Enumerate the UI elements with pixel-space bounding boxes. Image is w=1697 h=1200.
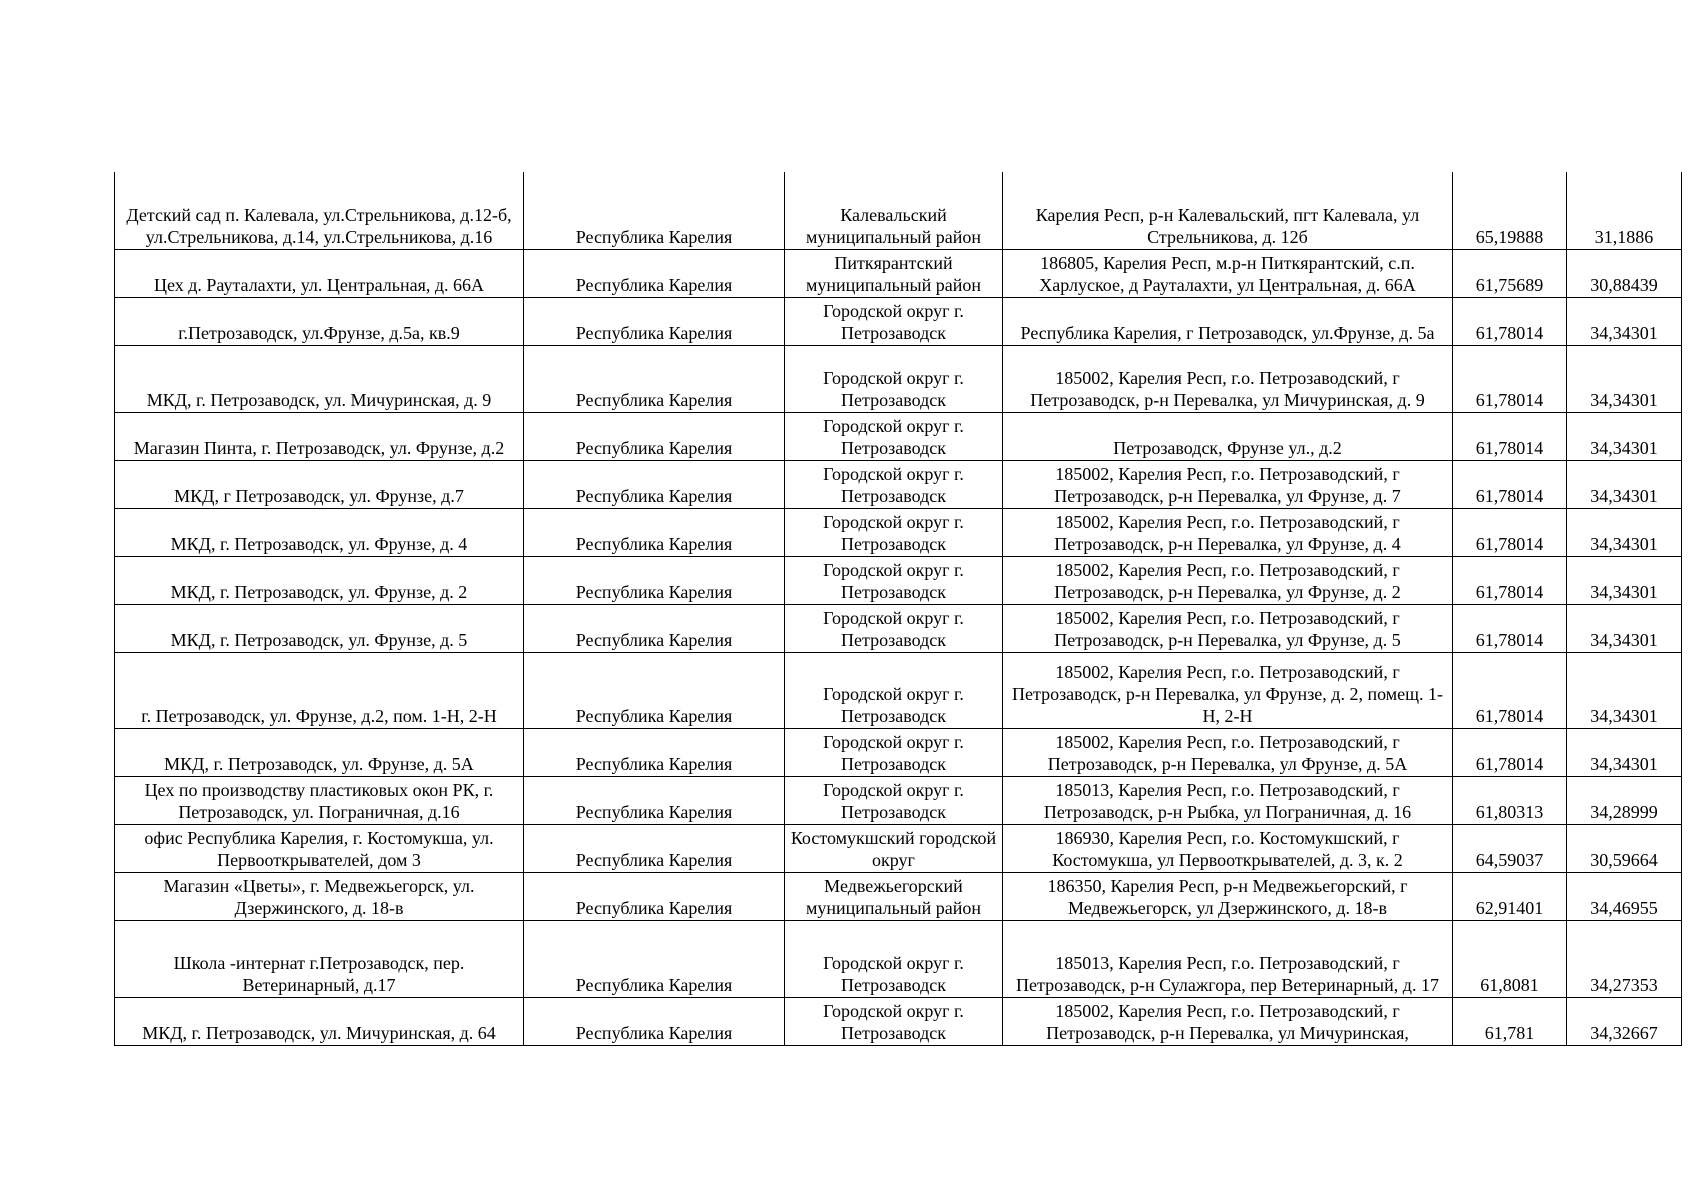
region-cell: Республика Карелия: [524, 652, 785, 728]
region-cell: Республика Карелия: [524, 345, 785, 412]
address-cell: 185002, Карелия Респ, г.о. Петрозаводский, г Петрозаводск, р-н Перевалка, ул Фрунзе, д. 2: [1003, 556, 1453, 604]
address-cell: 186930, Карелия Респ, г.о. Костомукшский, г Костомукша, ул Первооткрывателей, д. 3, к. 2: [1003, 824, 1453, 872]
objects-table: [114, 172, 1682, 1046]
table-row: [115, 508, 1682, 556]
address-cell: 185002, Карелия Респ, г.о. Петрозаводский, г Петрозаводск, р-н Перевалка, ул Фрунзе, д. 2, помещ. 1-Н, 2-Н: [1003, 652, 1453, 728]
longitude-cell: 34,32667: [1567, 997, 1682, 1045]
latitude-cell: 61,78014: [1453, 460, 1567, 508]
longitude-cell: 34,34301: [1567, 508, 1682, 556]
longitude-cell: 34,34301: [1567, 297, 1682, 345]
longitude-cell: 34,34301: [1567, 460, 1682, 508]
table-row: [115, 872, 1682, 920]
address-cell: 186805, Карелия Респ, м.р-н Питкярантский, с.п. Харлуское, д Рауталахти, ул Центральная, д. 66А: [1003, 249, 1453, 297]
object-name-cell: офис Республика Карелия, г. Костомукша, ул. Первооткрывателей, дом 3: [115, 824, 524, 872]
latitude-cell: 61,78014: [1453, 556, 1567, 604]
table-row: [115, 604, 1682, 652]
region-cell: Республика Карелия: [524, 412, 785, 460]
region-cell: Республика Карелия: [524, 604, 785, 652]
object-name-cell: МКД, г. Петрозаводск, ул. Фрунзе, д. 2: [115, 556, 524, 604]
table-row: [115, 824, 1682, 872]
longitude-cell: 34,28999: [1567, 776, 1682, 824]
municipality-cell: Медвежьегорский муниципальный район: [785, 872, 1003, 920]
latitude-cell: 62,91401: [1453, 872, 1567, 920]
region-cell: Республика Карелия: [524, 508, 785, 556]
table-row: [115, 920, 1682, 997]
object-name-cell: МКД, г. Петрозаводск, ул. Мичуринская, д. 9: [115, 345, 524, 412]
table-row: [115, 345, 1682, 412]
table-row: [115, 652, 1682, 728]
address-cell: Республика Карелия, г Петрозаводск, ул.Фрунзе, д. 5а: [1003, 297, 1453, 345]
region-cell: Республика Карелия: [524, 920, 785, 997]
region-cell: Республика Карелия: [524, 172, 785, 249]
municipality-cell: Городской округ г. Петрозаводск: [785, 345, 1003, 412]
region-cell: Республика Карелия: [524, 776, 785, 824]
table-row: [115, 728, 1682, 776]
table-row: [115, 249, 1682, 297]
municipality-cell: Городской округ г. Петрозаводск: [785, 412, 1003, 460]
longitude-cell: 34,34301: [1567, 652, 1682, 728]
region-cell: Республика Карелия: [524, 556, 785, 604]
address-cell: 186350, Карелия Респ, р-н Медвежьегорский, г Медвежьегорск, ул Дзержинского, д. 18-в: [1003, 872, 1453, 920]
table-row: [115, 460, 1682, 508]
latitude-cell: 61,78014: [1453, 345, 1567, 412]
municipality-cell: Городской округ г. Петрозаводск: [785, 460, 1003, 508]
longitude-cell: 34,34301: [1567, 345, 1682, 412]
address-cell: 185013, Карелия Респ, г.о. Петрозаводский, г Петрозаводск, р-н Рыбка, ул Пограничная, д. 16: [1003, 776, 1453, 824]
municipality-cell: Городской округ г. Петрозаводск: [785, 604, 1003, 652]
latitude-cell: 61,78014: [1453, 297, 1567, 345]
municipality-cell: Городской округ г. Петрозаводск: [785, 997, 1003, 1045]
object-name-cell: Детский сад п. Калевала, ул.Стрельникова, д.12-б, ул.Стрельникова, д.14, ул.Стрельникова, д.16: [115, 172, 524, 249]
municipality-cell: Питкярантский муниципальный район: [785, 249, 1003, 297]
address-cell: 185002, Карелия Респ, г.о. Петрозаводский, г Петрозаводск, р-н Перевалка, ул Фрунзе, д. 5А: [1003, 728, 1453, 776]
latitude-cell: 61,8081: [1453, 920, 1567, 997]
municipality-cell: Городской округ г. Петрозаводск: [785, 556, 1003, 604]
object-name-cell: Цех по производству пластиковых окон РК, г. Петрозаводск, ул. Пограничная, д.16: [115, 776, 524, 824]
municipality-cell: Костомукшский городской округ: [785, 824, 1003, 872]
municipality-cell: Городской округ г. Петрозаводск: [785, 297, 1003, 345]
object-name-cell: Школа -интернат г.Петрозаводск, пер. Ветеринарный, д.17: [115, 920, 524, 997]
longitude-cell: 31,1886: [1567, 172, 1682, 249]
table-body: [115, 172, 1682, 1045]
longitude-cell: 34,34301: [1567, 556, 1682, 604]
region-cell: Республика Карелия: [524, 997, 785, 1045]
latitude-cell: 61,78014: [1453, 604, 1567, 652]
longitude-cell: 34,27353: [1567, 920, 1682, 997]
object-name-cell: МКД, г Петрозаводск, ул. Фрунзе, д.7: [115, 460, 524, 508]
municipality-cell: Калевальский муниципальный район: [785, 172, 1003, 249]
latitude-cell: 61,781: [1453, 997, 1567, 1045]
region-cell: Республика Карелия: [524, 824, 785, 872]
longitude-cell: 30,88439: [1567, 249, 1682, 297]
address-cell: 185002, Карелия Респ, г.о. Петрозаводский, г Петрозаводск, р-н Перевалка, ул Мичуринская, д. 9: [1003, 345, 1453, 412]
object-name-cell: МКД, г. Петрозаводск, ул. Фрунзе, д. 5А: [115, 728, 524, 776]
longitude-cell: 34,34301: [1567, 604, 1682, 652]
table-row: [115, 776, 1682, 824]
municipality-cell: Городской округ г. Петрозаводск: [785, 728, 1003, 776]
object-name-cell: МКД, г. Петрозаводск, ул. Фрунзе, д. 4: [115, 508, 524, 556]
object-name-cell: г.Петрозаводск, ул.Фрунзе, д.5а, кв.9: [115, 297, 524, 345]
object-name-cell: МКД, г. Петрозаводск, ул. Мичуринская, д. 64: [115, 997, 524, 1045]
latitude-cell: 61,78014: [1453, 728, 1567, 776]
region-cell: Республика Карелия: [524, 460, 785, 508]
longitude-cell: 30,59664: [1567, 824, 1682, 872]
municipality-cell: Городской округ г. Петрозаводск: [785, 920, 1003, 997]
latitude-cell: 61,78014: [1453, 508, 1567, 556]
latitude-cell: 65,19888: [1453, 172, 1567, 249]
region-cell: Республика Карелия: [524, 297, 785, 345]
longitude-cell: 34,46955: [1567, 872, 1682, 920]
address-cell: 185002, Карелия Респ, г.о. Петрозаводский, г Петрозаводск, р-н Перевалка, ул Фрунзе, д. 5: [1003, 604, 1453, 652]
address-cell: 185002, Карелия Респ, г.о. Петрозаводский, г Петрозаводск, р-н Перевалка, ул Мичуринская,: [1003, 997, 1453, 1045]
region-cell: Республика Карелия: [524, 249, 785, 297]
region-cell: Республика Карелия: [524, 872, 785, 920]
object-name-cell: МКД, г. Петрозаводск, ул. Фрунзе, д. 5: [115, 604, 524, 652]
object-name-cell: Магазин «Цветы», г. Медвежьегорск, ул. Дзержинского, д. 18-в: [115, 872, 524, 920]
address-cell: Карелия Респ, р-н Калевальский, пгт Калевала, ул Стрельникова, д. 12б: [1003, 172, 1453, 249]
latitude-cell: 64,59037: [1453, 824, 1567, 872]
address-cell: 185002, Карелия Респ, г.о. Петрозаводский, г Петрозаводск, р-н Перевалка, ул Фрунзе, д. 4: [1003, 508, 1453, 556]
table-row: [115, 556, 1682, 604]
object-name-cell: Цех д. Рауталахти, ул. Центральная, д. 66А: [115, 249, 524, 297]
latitude-cell: 61,78014: [1453, 652, 1567, 728]
longitude-cell: 34,34301: [1567, 728, 1682, 776]
latitude-cell: 61,80313: [1453, 776, 1567, 824]
table-row: [115, 297, 1682, 345]
address-cell: Петрозаводск, Фрунзе ул., д.2: [1003, 412, 1453, 460]
address-cell: 185013, Карелия Респ, г.о. Петрозаводский, г Петрозаводск, р-н Сулажгора, пер Ветеринарный, д. 17: [1003, 920, 1453, 997]
municipality-cell: Городской округ г. Петрозаводск: [785, 508, 1003, 556]
region-cell: Республика Карелия: [524, 728, 785, 776]
municipality-cell: Городской округ г. Петрозаводск: [785, 776, 1003, 824]
municipality-cell: Городской округ г. Петрозаводск: [785, 652, 1003, 728]
longitude-cell: 34,34301: [1567, 412, 1682, 460]
table-row: [115, 997, 1682, 1045]
latitude-cell: 61,78014: [1453, 412, 1567, 460]
table-row: [115, 172, 1682, 249]
table-row: [115, 412, 1682, 460]
object-name-cell: г. Петрозаводск, ул. Фрунзе, д.2, пом. 1-Н, 2-Н: [115, 652, 524, 728]
address-cell: 185002, Карелия Респ, г.о. Петрозаводский, г Петрозаводск, р-н Перевалка, ул Фрунзе, д. 7: [1003, 460, 1453, 508]
object-name-cell: Магазин Пинта, г. Петрозаводск, ул. Фрунзе, д.2: [115, 412, 524, 460]
latitude-cell: 61,75689: [1453, 249, 1567, 297]
